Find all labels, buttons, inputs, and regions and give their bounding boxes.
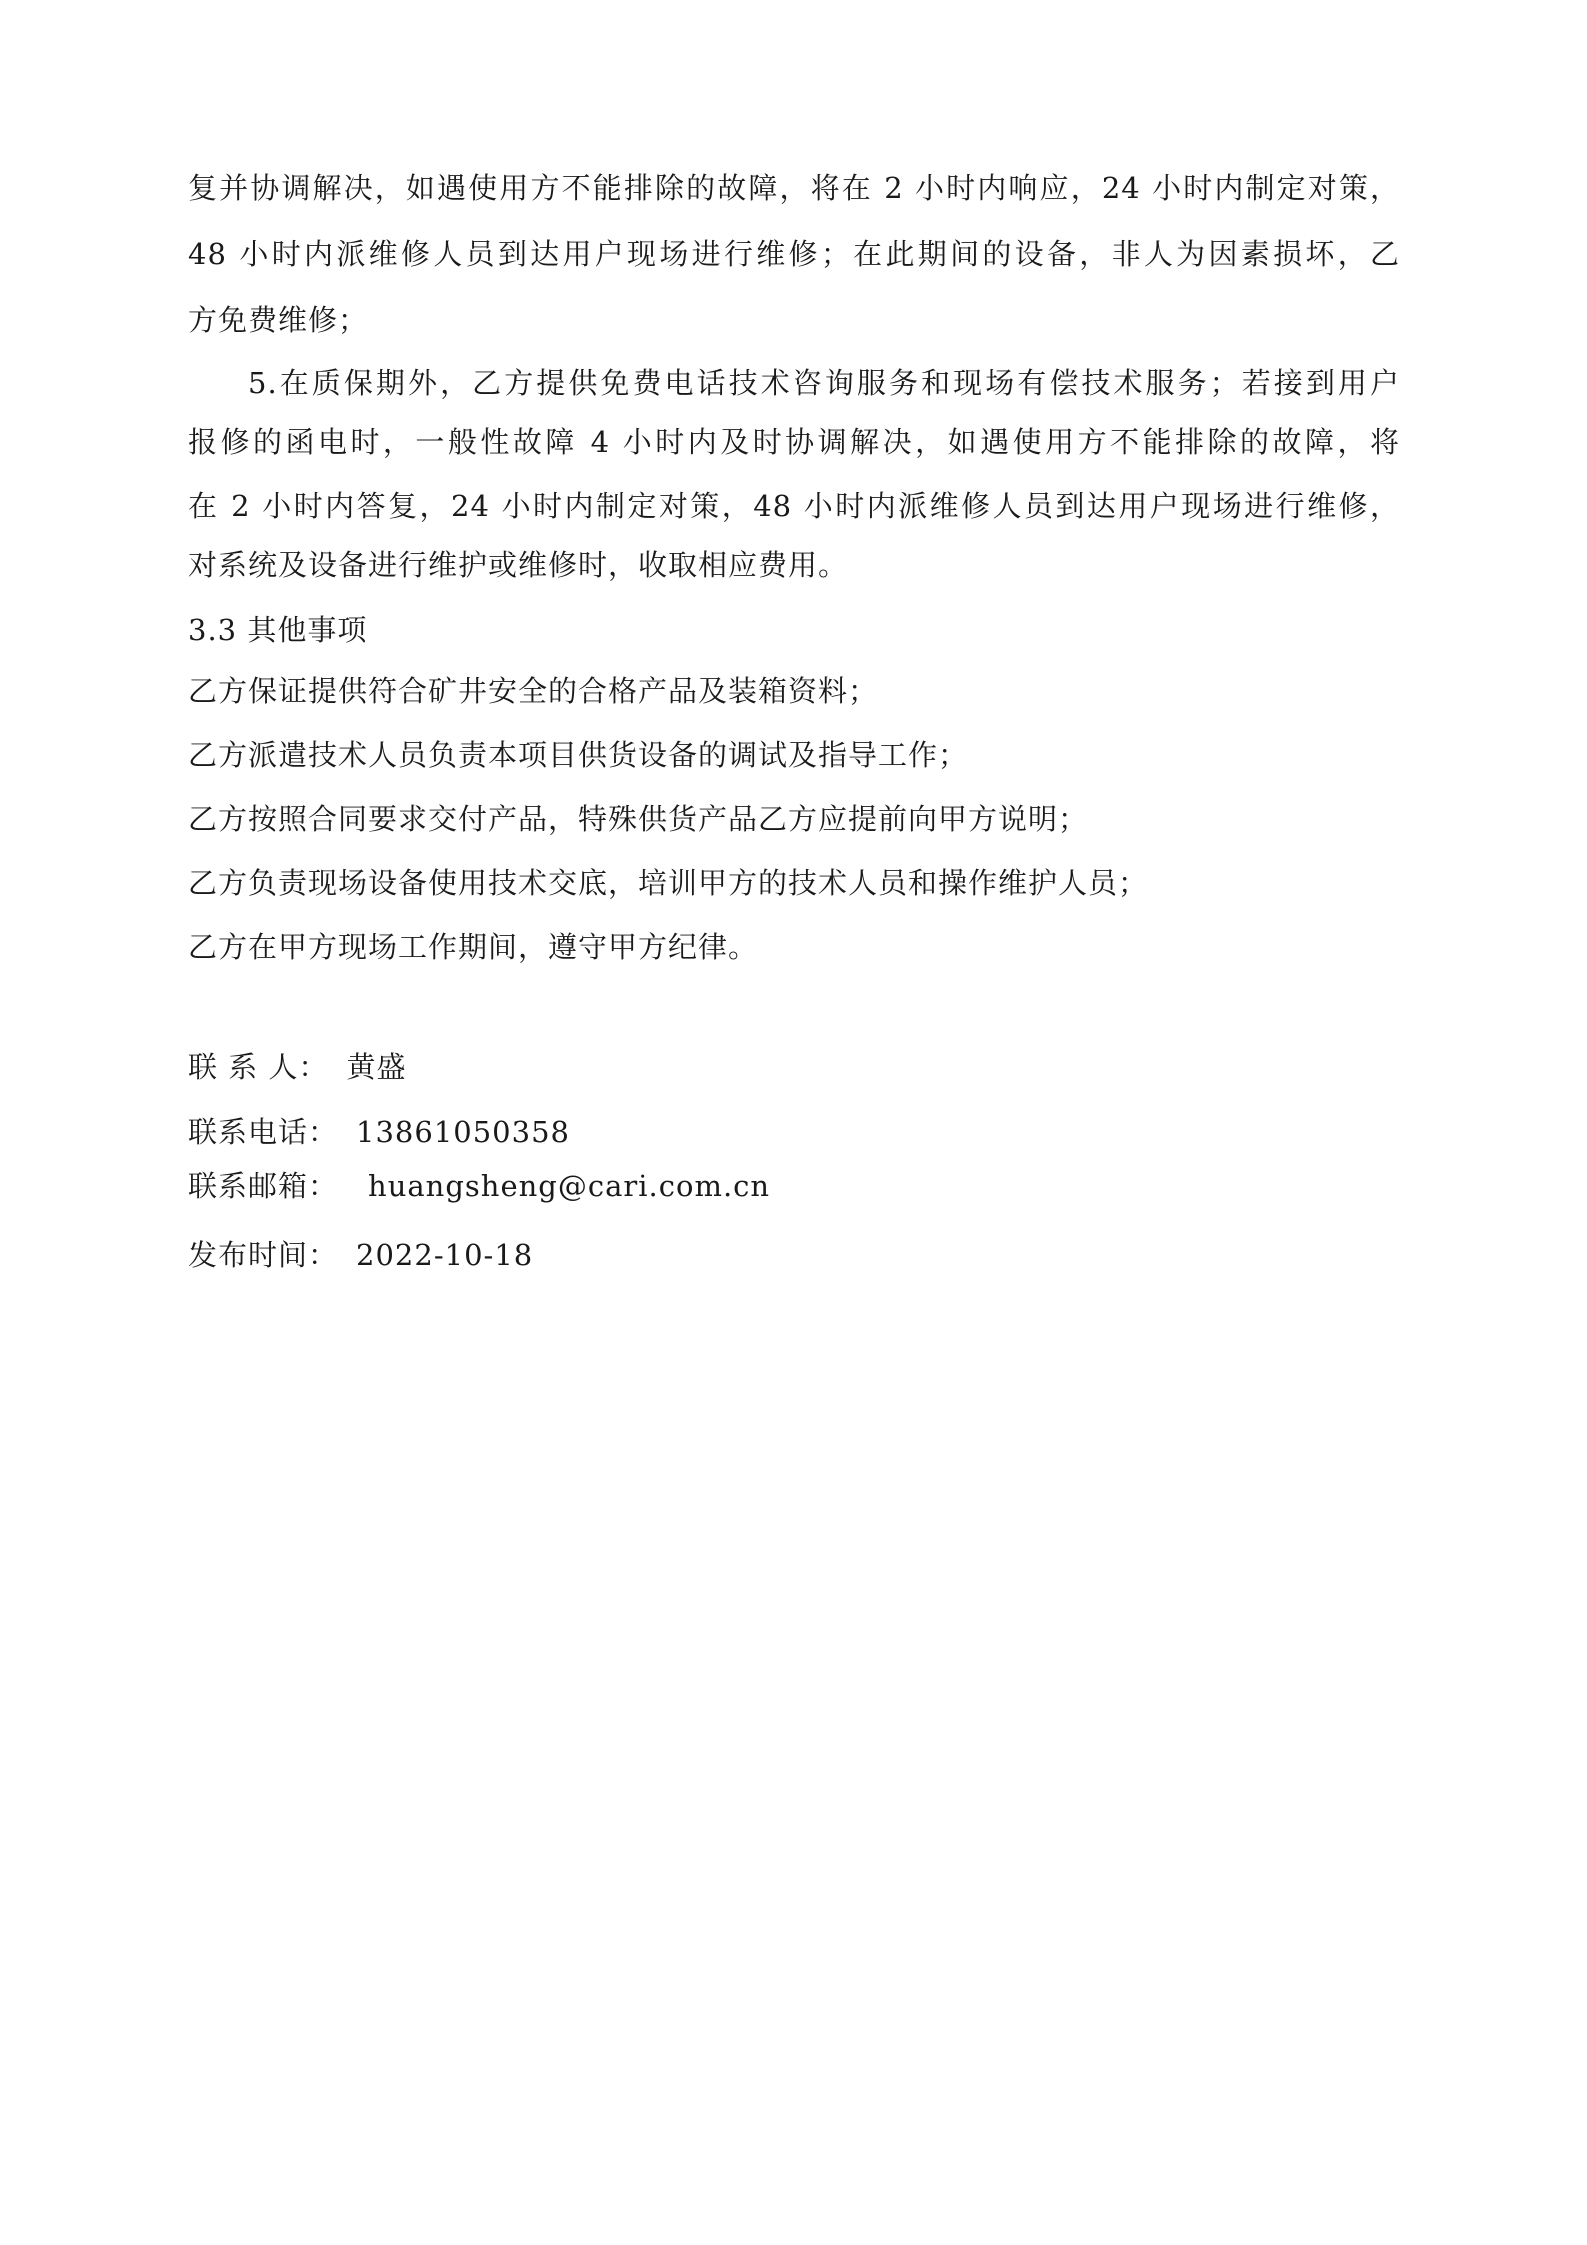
contact-email-label: 联系邮箱：	[188, 1169, 339, 1203]
body-line: 48 小时内派维修人员到达用户现场进行维修；在此期间的设备，非人为因素损坏，乙	[188, 237, 1400, 271]
contact-phone-row	[188, 1112, 570, 1152]
body-line: 对系统及设备进行维护或维修时，收取相应费用。	[188, 548, 849, 582]
section-heading: 3.3 其他事项	[188, 613, 368, 647]
contact-person-label: 联 系 人：	[188, 1050, 329, 1084]
list-item: 乙方保证提供符合矿井安全的合格产品及装箱资料；	[188, 674, 879, 708]
contact-email-row	[188, 1166, 770, 1206]
list-item: 乙方按照合同要求交付产品，特殊供货产品乙方应提前向甲方说明；	[188, 802, 1089, 836]
list-item: 乙方负责现场设备使用技术交底，培训甲方的技术人员和操作维护人员；	[188, 866, 1149, 900]
list-item: 乙方在甲方现场工作期间，遵守甲方纪律。	[188, 930, 759, 964]
publish-date-row	[188, 1235, 533, 1275]
contact-email-value: huangsheng@cari.com.cn	[368, 1169, 771, 1203]
publish-date-label: 发布时间：	[188, 1238, 339, 1272]
body-line: 报修的函电时，一般性故障 4 小时内及时协调解决，如遇使用方不能排除的故障，将	[188, 425, 1400, 459]
contact-person-value: 黄盛	[346, 1050, 407, 1084]
body-line: 在 2 小时内答复，24 小时内制定对策，48 小时内派维修人员到达用户现场进行维修，	[188, 489, 1400, 523]
body-line: 方免费维修；	[188, 303, 369, 337]
contact-phone-label: 联系电话：	[188, 1115, 339, 1149]
contact-person-row	[188, 1047, 406, 1087]
publish-date-value: 2022-10-18	[356, 1238, 534, 1272]
contact-phone-value: 13861050358	[356, 1115, 570, 1149]
list-item: 乙方派遣技术人员负责本项目供货设备的调试及指导工作；	[188, 738, 969, 772]
body-line: 5.在质保期外，乙方提供免费电话技术咨询服务和现场有偿技术服务；若接到用户	[248, 366, 1400, 400]
body-line: 复并协调解决，如遇使用方不能排除的故障，将在 2 小时内响应，24 小时内制定对策，	[188, 171, 1400, 205]
